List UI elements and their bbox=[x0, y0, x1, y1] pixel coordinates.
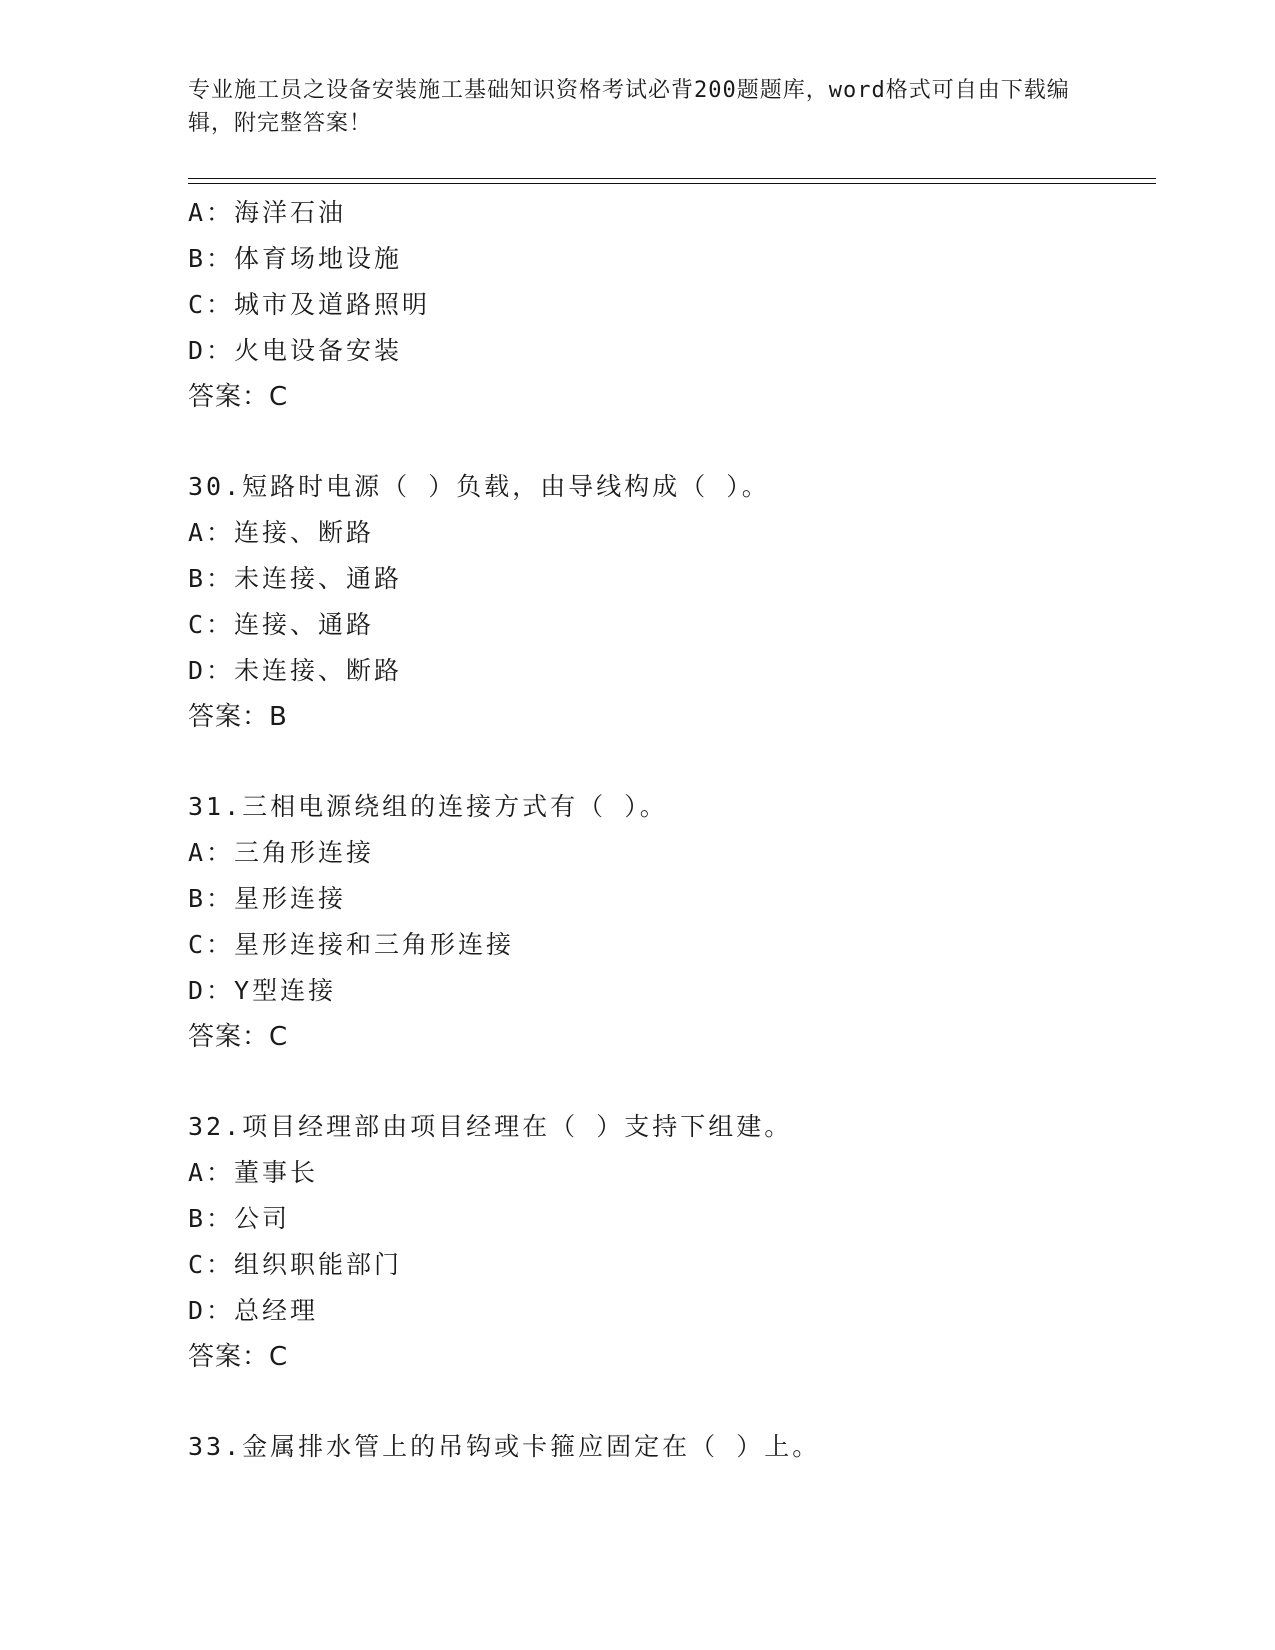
answer-line: 答案：C bbox=[188, 382, 289, 412]
answer-line: 答案：B bbox=[188, 702, 288, 732]
option-c: C：星形连接和三角形连接 bbox=[188, 930, 515, 959]
option-b: B：体育场地设施 bbox=[188, 244, 403, 273]
question-block-33 bbox=[188, 1424, 1156, 1470]
option-d: D：Y型连接 bbox=[188, 976, 337, 1005]
option-a: A：董事长 bbox=[188, 1158, 319, 1187]
option-b: B：公司 bbox=[188, 1204, 291, 1233]
question-stem: 30.短路时电源（ ）负载，由导线构成（ ）。 bbox=[188, 472, 770, 501]
header-divider-top bbox=[188, 178, 1156, 179]
question-block-31 bbox=[188, 784, 1156, 1060]
header-divider-bottom bbox=[188, 183, 1156, 184]
option-c: C：组织职能部门 bbox=[188, 1250, 403, 1279]
option-c: C：连接、通路 bbox=[188, 610, 375, 639]
option-a: A：三角形连接 bbox=[188, 838, 375, 867]
option-d: D：总经理 bbox=[188, 1296, 319, 1325]
option-c: C：城市及道路照明 bbox=[188, 290, 431, 319]
option-d: D：未连接、断路 bbox=[188, 656, 403, 685]
answer-line: 答案：C bbox=[188, 1022, 289, 1052]
option-b: B：未连接、通路 bbox=[188, 564, 403, 593]
question-block-32 bbox=[188, 1104, 1156, 1380]
question-list bbox=[188, 190, 1156, 1470]
option-d: D：火电设备安装 bbox=[188, 336, 403, 365]
option-a: A：连接、断路 bbox=[188, 518, 375, 547]
option-a: A：海洋石油 bbox=[188, 198, 347, 227]
answer-line: 答案：C bbox=[188, 1342, 289, 1372]
question-stem: 32.项目经理部由项目经理在（ ）支持下组建。 bbox=[188, 1112, 793, 1141]
question-block-prev bbox=[188, 190, 1156, 420]
question-block-30 bbox=[188, 464, 1156, 740]
question-stem: 33.金属排水管上的吊钩或卡箍应固定在（ ）上。 bbox=[188, 1432, 821, 1461]
document-header: 专业施工员之设备安装施工基础知识资格考试必背200题题库，word格式可自由下载编辑，附完整答案！ bbox=[188, 78, 1070, 136]
question-stem: 31.三相电源绕组的连接方式有（ ）。 bbox=[188, 792, 668, 821]
option-b: B：星形连接 bbox=[188, 884, 347, 913]
